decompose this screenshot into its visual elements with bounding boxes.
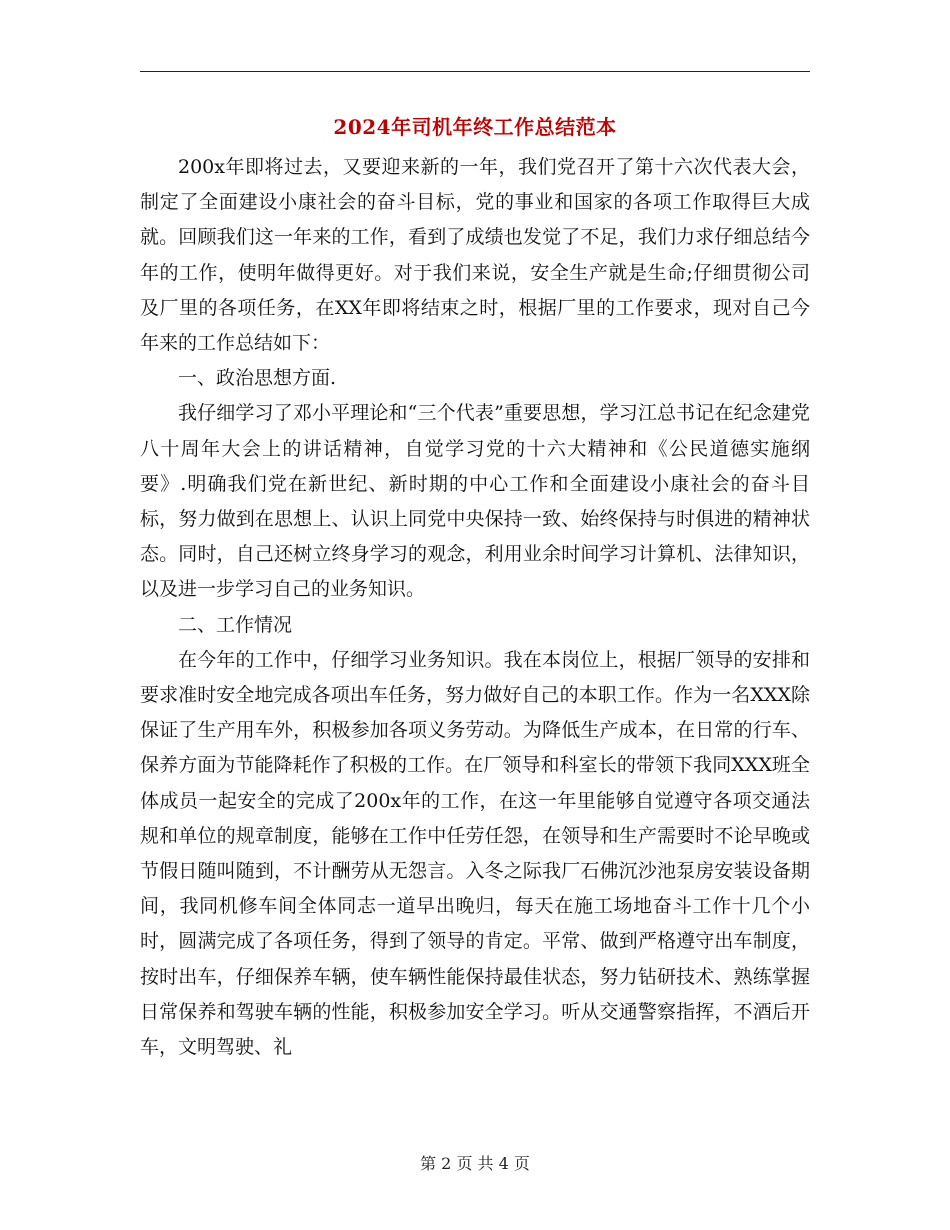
paragraph-intro: 200x年即将过去，又要迎来新的一年，我们党召开了第十六次代表大会，制定了全面建设小康社会的奋斗目标，党的事业和国家的各项工作取得巨大成就。回顾我们这一年来的工作，看到了成绩也发觉了不足，我们力求仔细总结今年的工作，使明年做得更好。对于我们来说，安全生产就是生命;仔细贯彻公司及厂里的各项任务，在XX年即将结束之时，根据厂里的工作要求，现对自己今年来的工作总结如下： (140, 156, 810, 355)
paragraph-political: 我仔细学习了邓小平理论和“三个代表”重要思想，学习江总书记在纪念建党八十周年大会上的讲话精神，自觉学习党的十六大精神和《公民道德实施纲要》.明确我们党在新世纪、新时期的中心工作和全面建设小康社会的奋斗目标，努力做到在思想上、认识上同党中央保持一致、始终保持与时俱进的精神状态。同时，自己还树立终身学习的观念，利用业余时间学习计算机、法律知识，以及进一步学习自己的业务知识。 (140, 402, 810, 601)
section-heading-work: 二、工作情况 (178, 613, 293, 636)
document-title: 2024年司机年终工作总结范本 (333, 115, 617, 139)
header-rule (140, 71, 810, 72)
page-footer: 第 2 页 共 4 页 (420, 1154, 530, 1173)
section-heading-political: 一、政治思想方面. (178, 367, 337, 390)
paragraph-work: 在今年的工作中，仔细学习业务知识。我在本岗位上，根据厂领导的安排和要求准时安全地完成各项出车任务，努力做好自己的本职工作。作为一名XXX除保证了生产用车外，积极参加各项义务劳动。为降低生产成本，在日常的行车、保养方面为节能降耗作了积极的工作。在厂领导和科室长的带领下我同XXX班全体成员一起安全的完成了200x年的工作，在这一年里能够自觉遵守各项交通法规和单位的规章制度，能够在工作中任劳任怨，在领导和生产需要时不论早晚或节假日随叫随到，不计酬劳从无怨言。入冬之际我厂石佛沉沙池泵房安装设备期间，我同机修车间全体同志一道早出晚归，每天在施工场地奋斗工作十几个小时，圆满完成了各项任务，得到了领导的肯定。平常、做到严格遵守出车制度，按时出车，仔细保养车辆，使车辆性能保持最佳状态，努力钻研技术、熟练掌握日常保养和驾驶车辆的性能，积极参加安全学习。听从交通警察指挥，不酒后开车，文明驾驶、礼 (140, 648, 810, 1059)
document-body (140, 150, 810, 1065)
